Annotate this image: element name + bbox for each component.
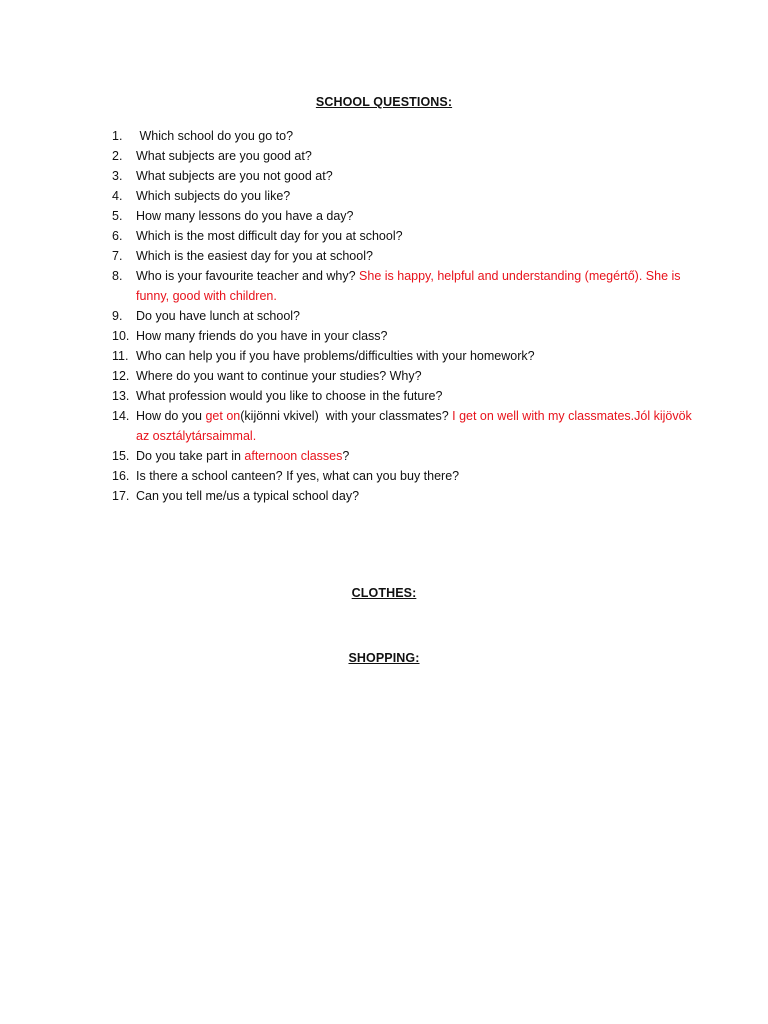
item-number: 17. bbox=[112, 489, 130, 503]
clothes-heading: CLOTHES: bbox=[351, 586, 417, 600]
item-number: 16. bbox=[112, 469, 130, 483]
answer-text: I get on well with my classmates.Jól kijövök az osztálytársaimmal. bbox=[136, 409, 692, 443]
item-number: 11. bbox=[112, 349, 129, 363]
question-text: (kijönni vkivel) with your classmates? bbox=[240, 409, 453, 423]
item-number: 1. bbox=[112, 129, 123, 143]
item-number: 15. bbox=[112, 449, 130, 463]
list-item bbox=[112, 346, 692, 366]
item-number: 13. bbox=[112, 389, 130, 403]
question-text: Is there a school canteen? If yes, what can you buy there? bbox=[136, 469, 460, 483]
list-item bbox=[112, 306, 692, 326]
list-item bbox=[112, 446, 692, 466]
highlight-phrase: afternoon classes bbox=[244, 449, 343, 463]
list-item bbox=[112, 466, 692, 486]
highlight-phrase: get on bbox=[205, 409, 241, 423]
item-number: 6. bbox=[112, 229, 123, 243]
list-item bbox=[112, 206, 692, 226]
question-text: Which is the most difficult day for you at school? bbox=[136, 229, 403, 243]
item-number: 9. bbox=[112, 309, 123, 323]
school-questions-heading: SCHOOL QUESTIONS: bbox=[315, 95, 453, 109]
item-number: 12. bbox=[112, 369, 130, 383]
item-number: 4. bbox=[112, 189, 123, 203]
list-item bbox=[112, 146, 692, 166]
question-text: How many friends do you have in your class? bbox=[136, 329, 388, 343]
list-item bbox=[112, 226, 692, 246]
question-text: Do you have lunch at school? bbox=[136, 309, 300, 323]
list-item bbox=[112, 486, 692, 506]
question-text: Who is your favourite teacher and why? bbox=[136, 269, 360, 283]
list-item bbox=[112, 186, 692, 206]
question-text: Which school do you go to? bbox=[136, 129, 294, 143]
question-text: Can you tell me/us a typical school day? bbox=[136, 489, 360, 503]
item-number: 14. bbox=[112, 409, 130, 423]
question-text: How many lessons do you have a day? bbox=[136, 209, 354, 223]
question-text: Do you take part in bbox=[136, 449, 245, 463]
list-item bbox=[112, 166, 692, 186]
list-item bbox=[112, 126, 692, 146]
list-item bbox=[112, 406, 692, 446]
item-number: 5. bbox=[112, 209, 123, 223]
item-number: 3. bbox=[112, 169, 123, 183]
question-text: What subjects are you not good at? bbox=[136, 169, 333, 183]
question-text: ? bbox=[342, 449, 350, 463]
question-text: Which subjects do you like? bbox=[136, 189, 291, 203]
question-text: What subjects are you good at? bbox=[136, 149, 312, 163]
question-text: Which is the easiest day for you at school? bbox=[136, 249, 373, 263]
shopping-heading: SHOPPING: bbox=[348, 651, 420, 665]
question-text: Who can help you if you have problems/difficulties with your homework? bbox=[136, 349, 535, 363]
list-item bbox=[112, 386, 692, 406]
list-item bbox=[112, 326, 692, 346]
item-number: 7. bbox=[112, 249, 123, 263]
item-number: 2. bbox=[112, 149, 123, 163]
list-item bbox=[112, 266, 692, 306]
question-text: Where do you want to continue your studies? Why? bbox=[136, 369, 422, 383]
list-item bbox=[112, 366, 692, 386]
question-text: How do you bbox=[136, 409, 206, 423]
question-text: What profession would you like to choose in the future? bbox=[136, 389, 443, 403]
item-number: 10. bbox=[112, 329, 130, 343]
school-questions-list bbox=[112, 126, 692, 506]
item-number: 8. bbox=[112, 269, 123, 283]
list-item bbox=[112, 246, 692, 266]
answer-text: She is happy, helpful and understanding (megértő). She is funny, good with children. bbox=[136, 269, 681, 303]
